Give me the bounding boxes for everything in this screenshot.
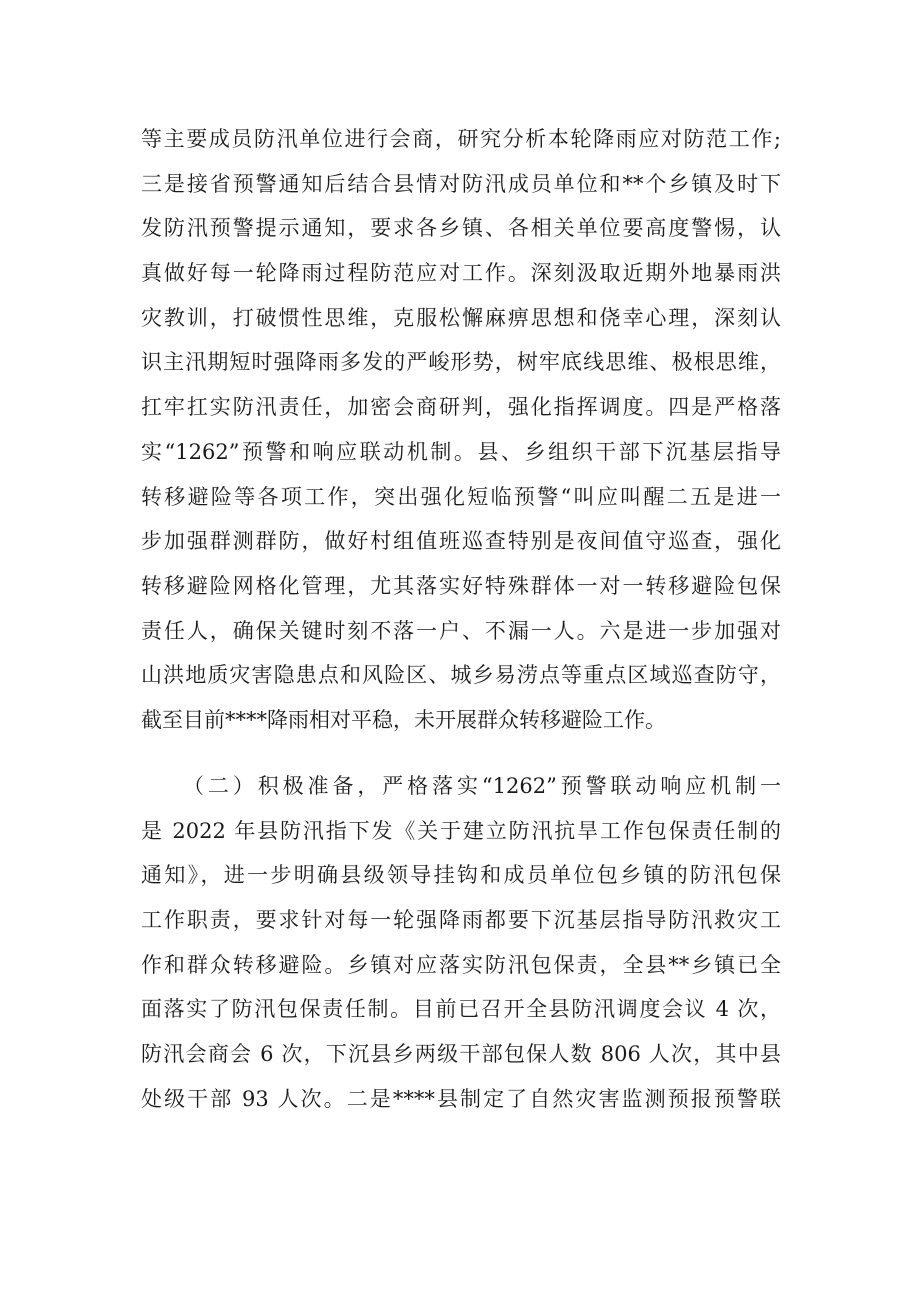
text-line: 责任人，确保关键时刻不落一户、不漏一人。六是进一步加强对 — [141, 618, 781, 643]
text-line: 真做好每一轮降雨过程防范应对工作。深刻汲取近期外地暴雨洪 — [141, 261, 781, 286]
paragraph-1 — [141, 117, 781, 743]
text-line: 扛牢扛实防汛责任，加密会商研判，强化指挥调度。四是严格落 — [141, 395, 781, 420]
text-line: 灾教训，打破惯性思维，克服松懈麻痹思想和侥幸心理，深刻认 — [141, 305, 781, 330]
text-line: 处级干部 93 人次。二是****县制定了自然灾害监测预报预警联 — [141, 1086, 781, 1111]
text-line: 工作职责，要求针对每一轮强降雨都要下沉基层指导防汛救灾工 — [141, 908, 781, 933]
text-line: 通知》，进一步明确县级领导挂钩和成员单位包乡镇的防汛包保 — [141, 863, 781, 888]
text-line: 等主要成员防汛单位进行会商，研究分析本轮降雨应对防范工作; — [141, 127, 781, 151]
text-line: 截至目前****降雨相对平稳，未开展群众转移避险工作。 — [141, 707, 666, 732]
text-line: 实“1262”预警和响应联动机制。县、乡组织干部下沉基层指导 — [141, 439, 781, 464]
text-line: 识主汛期短时强降雨多发的严峻形势，树牢底线思维、极根思维， — [141, 350, 781, 375]
text-line: 三是接省预警通知后结合县情对防汛成员单位和**个乡镇及时下 — [141, 171, 781, 196]
text-line: 转移避险等各项工作，突出强化短临预警“叫应叫醒二五是进一 — [141, 484, 781, 509]
text-line: 转移避险网格化管理，尤其落实好特殊群体一对一转移避险包保 — [141, 573, 781, 598]
text-line: 步加强群测群防，做好村组值班巡查特别是夜间值守巡查，强化 — [141, 529, 781, 554]
text-line: 是 2022 年县防汛指下发《关于建立防汛抗旱工作包保责任制的 — [141, 818, 781, 843]
text-line: 山洪地质灾害隐患点和风险区、城乡易涝点等重点区域巡查防守， — [141, 663, 781, 688]
paragraph-2 — [141, 764, 781, 1122]
section-heading-line: （二）积极准备，严格落实“1262”预警联动响应机制一 — [183, 774, 781, 798]
text-line: 面落实了防汛包保责任制。目前已召开全县防汛调度会议 4 次， — [141, 997, 781, 1022]
text-line: 防汛会商会 6 次，下沉县乡两级干部包保人数 806 人次，其中县 — [141, 1042, 781, 1067]
text-line: 发防汛预警提示通知，要求各乡镇、各相关单位要高度警惕，认 — [141, 216, 781, 241]
text-line: 作和群众转移避险。乡镇对应落实防汛包保责，全县**乡镇已全 — [141, 952, 781, 977]
